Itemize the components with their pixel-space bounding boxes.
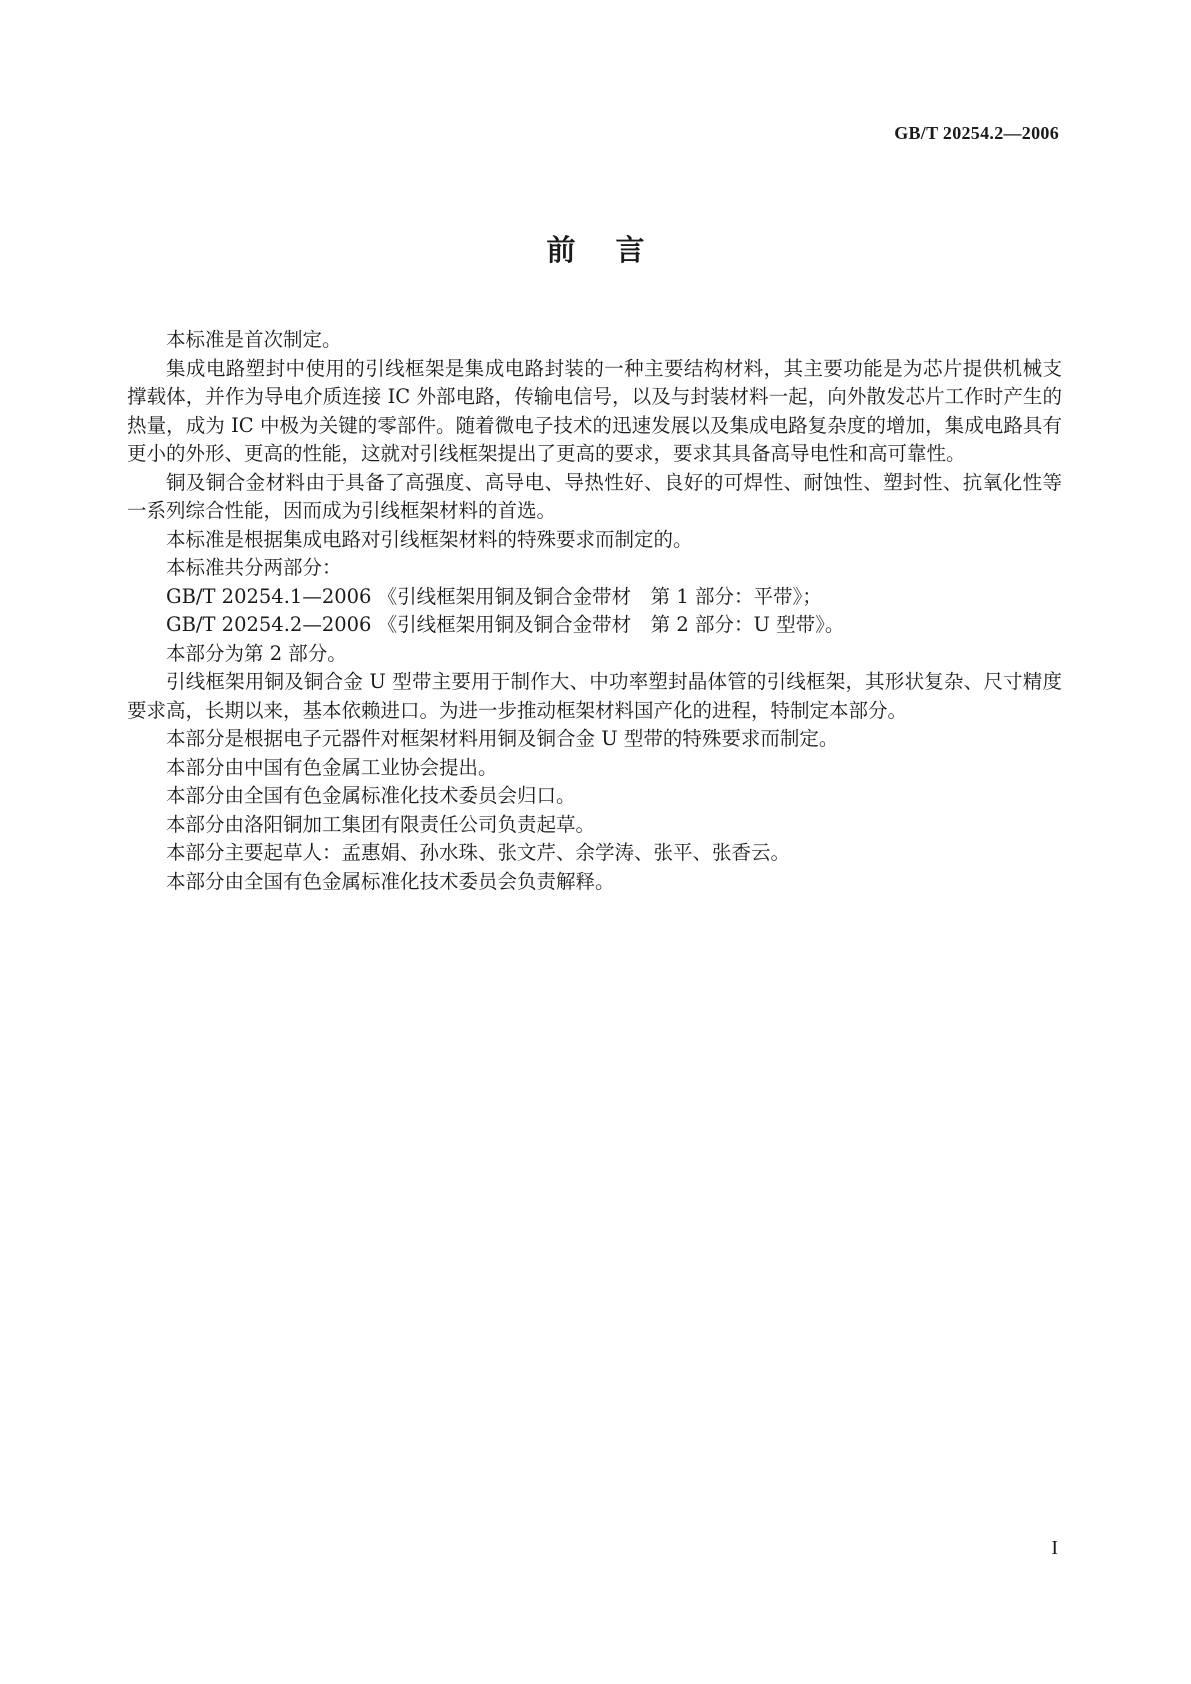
page-number: I [1051,1537,1058,1559]
paragraph-lead-frame-background: 集成电路塑封中使用的引线框架是集成电路封装的一种主要结构材料，其主要功能是为芯片提供机械支撑载体，并作为导电介质连接 IC 外部电路，传输电信号，以及与封装材料一起，向外散发芯片工作时产生的热量，成为 IC 中极为关键的零部件。随着微电子技术的迅速发展以及集成电路复杂度的增加，集成电路具有更小的外形、更高的性能，这就对引线框架提出了更高的要求，要求其具备高导电性和高可靠性。 [127,356,1062,465]
paragraph-standard-basis: 本标准是根据集成电路对引线框架材料的特殊要求而制定的。 [166,527,693,551]
standard-number: GB/T 20254.2—2006 [894,123,1059,143]
paragraph-part-1-reference: GB/T 20254.1—2006 《引线框架用铜及铜合金带材 第 1 部分：平带》； [166,584,822,608]
paragraph-u-strip-basis: 本部分是根据电子元器件对框架材料用铜及铜合金 U 型带的特殊要求而制定。 [166,727,839,750]
paragraph-part-2-reference: GB/T 20254.2—2006 《引线框架用铜及铜合金带材 第 2 部分：U 型带》。 [166,613,845,636]
page-title: 前言 [546,233,685,267]
paragraph-interpretation: 本部分由全国有色金属标准化技术委员会负责解释。 [166,869,615,893]
paragraph-drafted-by: 本部分由洛阳铜加工集团有限责任公司负责起草。 [166,812,596,836]
paragraph-copper-alloy-properties: 铜及铜合金材料由于具备了高强度、高导电、导热性好、良好的可焊性、耐蚀性、塑封性、抗氧化性等一系列综合性能，因而成为引线框架材料的首选。 [127,470,1062,522]
paragraph-this-part: 本部分为第 2 部分。 [166,641,347,665]
paragraph-administered-by: 本部分由全国有色金属标准化技术委员会归口。 [166,784,576,807]
paragraph-u-strip-usage: 引线框架用铜及铜合金 U 型带主要用于制作大、中功率塑封晶体管的引线框架，其形状复杂、尺寸精度要求高，长期以来，基本依赖进口。为进一步推动框架材料国产化的进程，特制定本部分。 [127,670,1062,722]
foreword-body [127,326,1062,896]
paragraph-proposed-by: 本部分由中国有色金属工业协会提出。 [166,755,498,779]
paragraph-drafters: 本部分主要起草人：孟惠娟、孙水珠、张文芹、余学涛、张平、张香云。 [166,841,791,864]
paragraph-parts-intro: 本标准共分两部分： [166,556,342,579]
paragraph-first-edition: 本标准是首次制定。 [166,328,342,351]
